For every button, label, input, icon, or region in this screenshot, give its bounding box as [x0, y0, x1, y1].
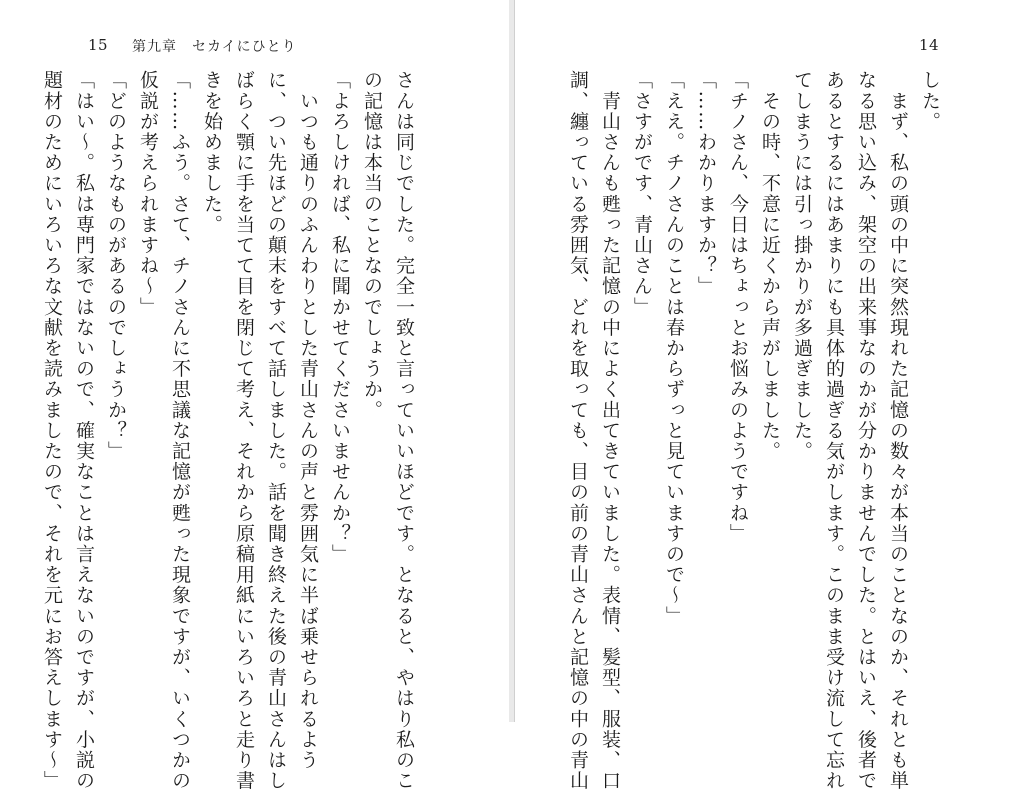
text-line: その時、不意に近くから声がしました。 [759, 70, 781, 462]
left-page-number: 15 [88, 36, 109, 54]
chapter-title: 第九章 セカイにひとり [132, 39, 297, 55]
text-line: あるとするにはあまりにも具体的過ぎる気がします。このまま受け流して忘れ [823, 70, 845, 791]
text-line: に、つい先ほどの顛末をすべて話しました。話を聞き終えた後の青山さんはし [265, 70, 287, 791]
text-line: の記憶は本当のことなのでしょうか。 [361, 70, 383, 421]
text-line: てしまうには引っ掛かりが多過ぎました。 [791, 70, 813, 462]
text-line: 「ええ。チノさんのことは春からずっと見ていますので～」 [663, 70, 685, 627]
text-line: なる思い込み、架空の出来事なのかが分かりませんでした。とはいえ、後者で [855, 70, 877, 791]
text-line: 調、纏っている雰囲気、どれを取っても、目の前の青山さんと記憶の中の青山 [567, 70, 589, 791]
text-line: 青山さんも甦った記憶の中によく出てきていました。表情、髪型、服装、口 [599, 70, 621, 791]
text-line: 仮説が考えられますね～」 [137, 70, 159, 318]
right-page-number: 14 [919, 36, 940, 54]
left-page [0, 0, 510, 791]
text-line: 「チノさん、今日はちょっとお悩みのようですね」 [727, 70, 749, 544]
text-line: さんは同じでした。完全一致と言っていいほどです。となると、やはり私のこ [393, 70, 415, 791]
text-line: ばらく顎に手を当てて目を閉じて考え、それから原稿用紙にいろいろと走り書 [233, 70, 255, 791]
text-line: まず、私の頭の中に突然現れた記憶の数々が本当のことなのか、それとも単 [887, 70, 909, 791]
text-line: した。 [919, 70, 941, 132]
left-page-text [41, 70, 420, 791]
text-line: 題材のためにいろいろな文献を読みましたので、それを元にお答えします～」 [41, 70, 63, 791]
right-page-text [567, 70, 946, 791]
right-page [514, 0, 1025, 791]
text-line: きを始めました。 [201, 70, 223, 235]
text-line: 「……ふう。さて、チノさんに不思議な記憶が甦った現象ですが、いくつかの [169, 70, 191, 791]
text-line: 「どのようなものがあるのでしょうか？」 [105, 70, 127, 462]
text-line: 「……わかりますか？」 [695, 70, 717, 297]
text-line: 「よろしければ、私に聞かせてくださいませんか？」 [329, 70, 351, 565]
text-line: いつも通りのふんわりとした青山さんの声と雰囲気に半ば乗せられるよう [297, 70, 319, 771]
text-line: 「はい～。私は専門家ではないので、確実なことは言えないのですが、小説の [73, 70, 95, 791]
text-line: 「さすがです、青山さん」 [631, 70, 653, 318]
